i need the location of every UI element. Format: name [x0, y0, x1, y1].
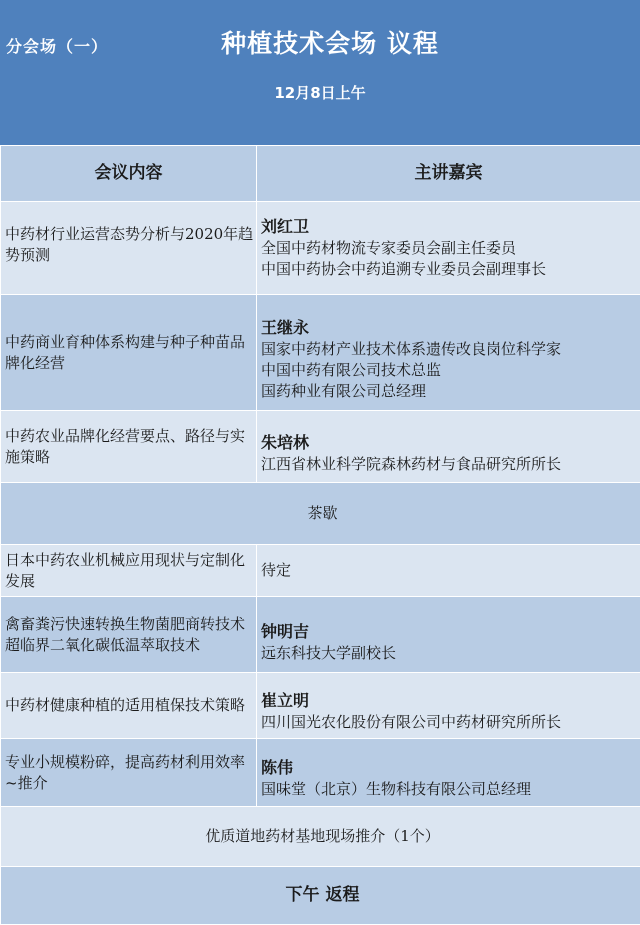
session-label: 分会场（一）	[6, 34, 108, 57]
site-promotion: 优质道地药材基地现场推介（1个）	[1, 807, 640, 867]
tea-break: 茶歇	[1, 483, 640, 545]
promo-row	[1, 807, 640, 867]
speaker-role: 四川国光农化股份有限公司中药材研究所所长	[261, 712, 640, 733]
header-topic: 会议内容	[1, 146, 257, 202]
row-speaker	[257, 597, 640, 673]
closing-row	[1, 867, 640, 925]
table-row	[1, 597, 640, 673]
speaker-role: 国药种业有限公司总经理	[261, 381, 640, 402]
row-topic: 专业小规模粉碎，提高药材利用效率~推介	[1, 739, 257, 807]
row-speaker	[257, 673, 640, 739]
header-banner	[0, 0, 640, 145]
agenda-table	[0, 145, 640, 925]
speaker-name: 王继永	[261, 318, 309, 337]
table-row	[1, 202, 640, 295]
speaker-role: 远东科技大学副校长	[261, 643, 640, 664]
row-topic: 中药农业品牌化经营要点、路径与实施策略	[1, 411, 257, 483]
speaker-name: 崔立明	[261, 691, 309, 710]
date-label: 12月8日上午	[0, 82, 640, 103]
row-topic: 日本中药农业机械应用现状与定制化发展	[1, 545, 257, 597]
table-row	[1, 673, 640, 739]
speaker-role: 中国中药协会中药追溯专业委员会副理事长	[261, 259, 640, 280]
speaker-role: 国家中药材产业技术体系遗传改良岗位科学家	[261, 339, 640, 360]
speaker-name: 钟明吉	[261, 622, 309, 641]
row-speaker	[257, 739, 640, 807]
table-row	[1, 739, 640, 807]
table-row	[1, 545, 640, 597]
table-row	[1, 411, 640, 483]
speaker-role: 国味堂（北京）生物科技有限公司总经理	[261, 779, 640, 800]
row-speaker-tbd: 待定	[257, 545, 640, 597]
table-row	[1, 295, 640, 411]
row-speaker	[257, 295, 640, 411]
speaker-role: 全国中药材物流专家委员会副主任委员	[261, 238, 640, 259]
row-topic: 中药商业育种体系构建与种子种苗品牌化经营	[1, 295, 257, 411]
header-speaker: 主讲嘉宾	[257, 146, 640, 202]
break-row	[1, 483, 640, 545]
speaker-name: 刘红卫	[261, 217, 309, 236]
table-header-row	[1, 146, 640, 202]
row-topic: 中药材行业运营态势分析与2020年趋势预测	[1, 202, 257, 295]
row-topic: 中药材健康种植的适用植保技术策略	[1, 673, 257, 739]
page-title: 种植技术会场 议程	[0, 24, 640, 60]
speaker-role: 江西省林业科学院森林药材与食品研究所所长	[261, 454, 640, 475]
row-speaker	[257, 411, 640, 483]
speaker-name: 朱培林	[261, 433, 309, 452]
speaker-name: 陈伟	[261, 758, 293, 777]
afternoon-return: 下午 返程	[1, 867, 640, 925]
row-topic: 禽畜粪污快速转换生物菌肥商转技术 超临界二氧化碳低温萃取技术	[1, 597, 257, 673]
row-speaker	[257, 202, 640, 295]
speaker-role: 中国中药有限公司技术总监	[261, 360, 640, 381]
